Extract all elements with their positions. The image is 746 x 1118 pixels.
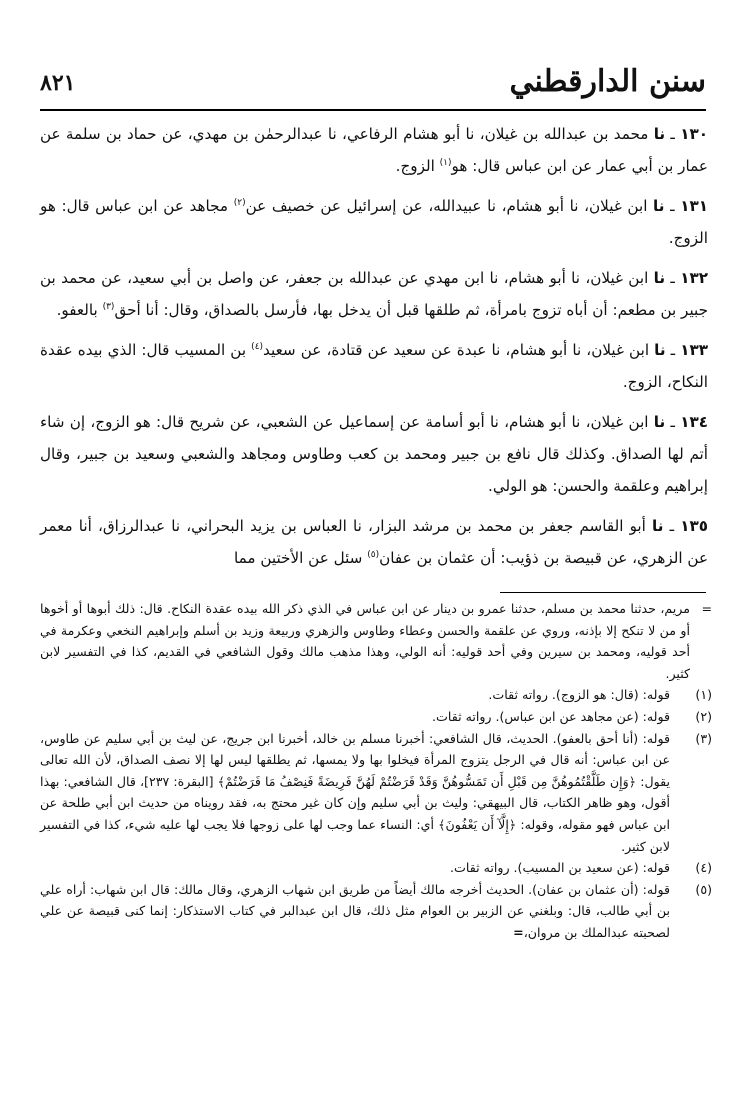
hadith-text: ابن غيلان، نا أبو هشام، نا عبدة عن سعيد عن قتادة، عن سعيد (263, 341, 655, 359)
footnote-continuation-text: مريم، حدثنا محمد بن مسلم، حدثنا عمرو بن دينار عن ابن عباس في الذي ذكر الله بيده عقدة النكاح. قال: ذلك أبوها أو أخوها أو من لا تنكح إلا بإذنه، وروي عن علقمة والحسن وعطاء وطاوس والزهري وربيعة وزيد بن أسلم وإبراهيم النخعي وعكرمة في أحد قوليه، ومحمد بن سيرين وفي أحد قوليه: أنه الولي، وهذا مذهب مالك وقول الشافعي في القديم، كذا في التفسير لابن كثير. (40, 601, 690, 681)
narration-marker: نا (652, 517, 664, 535)
footnote-ref: (٢) (233, 197, 246, 208)
footnote-text: قوله: (أنا أحق بالعفو). الحديث، قال الشافعي: أخبرنا مسلم بن خالد، أخبرنا ابن جريج، عن ليث بن أبي سليم عن طاوس، عن ابن عباس: أنه قال في الرجل يتزوج المرأة فيخلوا بها ولا يمسها، ثم يطلقها ليس لها إلا نصف الصداق، لأن الله تعالى يقول: ﴿وَإِن طَلَّقْتُمُوهُنَّ مِن قَبْلِ أَن تَمَسُّوهُنَّ وَقَدْ فَرَضْتُمْ لَهُنَّ فَرِيضَةً فَنِصْفُ مَا فَرَضْتُمْ﴾ [البقرة: ٢٣٧]، قال الشافعي: بهذا أقول، وهو ظاهر الكتاب، قال البيهقي: وليث بن أبي سليم وإن كان غير محتج به، فقد رويناه من حديث ابن أبي طلحة عن ابن عباس فهو مقوله، وقوله: ﴿إِلَّآ أَن يَعْفُونَ﴾ أي: النساء عما وجب لها على زوجها فلا يجب لها عليه شيء، كذا في التفسير لابن كثير. (40, 730, 670, 854)
hadith-paragraph: ١٣٠ ـ نا محمد بن عبدالله بن غيلان، نا أبو هشام الرفاعي، نا عبدالرحمٰن بن مهدي، عن حماد بن سلمة عن عمار بن أبي عمار عن ابن عباس قال: هو$^{(١)}$ الزوج. (40, 125, 708, 175)
hadith-text-end: الزوج. (395, 157, 440, 175)
hadith-number: ١٣٣ (680, 341, 708, 359)
footnote-mark: (٤) (695, 860, 712, 876)
footnote-ref: (١) (439, 157, 452, 168)
header-rule (40, 109, 706, 111)
footnote-mark: (١) (695, 687, 712, 703)
narration-marker: نا (653, 125, 666, 143)
footnotes (40, 598, 712, 944)
footnote-item (40, 857, 712, 879)
footnote-mark: (٢) (695, 708, 712, 724)
hadith-number: ١٣٥ (680, 517, 708, 535)
footnote-text: قوله: (قال: هو الزوج). رواته ثقات. (488, 687, 670, 703)
hadith-text-end: سئل عن الأختين مما (233, 549, 368, 567)
hadith-paragraph: ١٣٥ ـ نا أبو القاسم جعفر بن محمد بن مرشد البزار، نا العباس بن يزيد البحراني، نا عبدالرزاق، أنا معمر عن الزهري، عن قبيصة بن ذؤيب: أن عثمان بن عفان$^{(٥)}$ سئل عن الأختين مما (40, 517, 708, 567)
hadith-number: ١٣٢ (680, 269, 708, 287)
footnote-continuation (40, 598, 712, 684)
hadith-paragraph: ١٣٣ ـ نا ابن غيلان، نا أبو هشام، نا عبدة عن سعيد عن قتادة، عن سعيد$^{(٤)}$ بن المسيب قال: الذي بيده عقدة النكاح، الزوج. (40, 341, 708, 391)
footnote-item (40, 879, 712, 944)
footnote-item (40, 684, 712, 706)
footnote-text: قوله: (عن سعيد بن المسيب). رواته ثقات. (450, 860, 670, 876)
footnote-ref: (٣) (102, 301, 115, 312)
hadith-paragraph: ١٣١ ـ نا ابن غيلان، نا أبو هشام، نا عبيدالله، عن إسرائيل عن خصيف عن$^{(٢)}$ مجاهد عن ابن عباس قال: هو الزوج. (40, 197, 708, 247)
footnote-text: قوله: (أن عثمان بن عفان). الحديث أخرجه مالك أيضاً من طريق ابن شهاب الزهري، وقال مالك: قال ابن شهاب: أراه علي بن أبي طالب، قال: وبلغني عن الزبير بن العوام مثل ذلك، قال ابن عبدالبر في كتاب الاستذكار: إنما كنى قبيصة عن علي لصحبته عبدالملك بن مروان، (40, 881, 670, 940)
hadith-number: ١٣١ (680, 197, 708, 215)
hadith-number: ١٣٠ (680, 125, 708, 143)
page-number: ٨٢١ (40, 70, 76, 96)
hadith-text: ابن غيلان، نا أبو هشام، نا عبيدالله، عن إسرائيل عن خصيف عن (245, 197, 654, 215)
hadith-text-end: بالعفو. (56, 301, 103, 319)
narration-marker: نا (653, 413, 666, 431)
hadith-number: ١٣٤ (680, 413, 708, 431)
continuation-mark: = (701, 601, 712, 616)
hadith-paragraph: ١٣٤ ـ نا ابن غيلان، نا أبو هشام، نا أبو أسامة عن إسماعيل عن الشعبي، عن شريح قال: هو الزوج، إن شاء أتم لها الصداق. وكذلك قال نافع بن جبير ومحمد بن كعب وطاوس ومجاهد والشعبي وسعيد بن جبير، وقال إبراهيم وعلقمة والحسن: هو الولي. (40, 413, 708, 495)
footnote-ref: (٤) (251, 341, 264, 352)
footnote-text: قوله: (عن مجاهد عن ابن عباس). رواته ثقات. (432, 708, 670, 724)
hadith-text: ابن غيلان، نا أبو هشام، نا ابن مهدي عن عبدالله بن جعفر، عن واصل بن أبي سعيد، عن محمد بن جبير بن مطعم: أن أباه تزوج بامرأة، ثم طلقها قبل أن يدخل بها، فأرسل بالصداق، وقال: أنا أحق (40, 269, 708, 319)
footnote-item (40, 728, 712, 858)
narration-marker: نا (653, 197, 665, 215)
continuation-end-mark: = (513, 924, 524, 940)
footnote-item (40, 706, 712, 728)
footnote-mark: (٥) (695, 881, 712, 897)
hadith-paragraph: ١٣٢ ـ نا ابن غيلان، نا أبو هشام، نا ابن مهدي عن عبدالله بن جعفر، عن واصل بن أبي سعيد، عن محمد بن جبير بن مطعم: أن أباه تزوج بامرأة، ثم طلقها قبل أن يدخل بها، فأرسل بالصداق، وقال: أنا أحق$^{(٣)}$ بالعفو. (40, 269, 708, 319)
hadith-text: محمد بن عبدالله بن غيلان، نا أبو هشام الرفاعي، نا عبدالرحمٰن بن مهدي، عن حماد بن سلمة عن عمار بن أبي عمار عن ابن عباس قال: هو (40, 125, 708, 175)
page-header (40, 62, 706, 106)
hadith-text: ابن غيلان، نا أبو هشام، نا أبو أسامة عن إسماعيل عن الشعبي، عن شريح قال: هو الزوج، إن شاء أتم لها الصداق. وكذلك قال نافع بن جبير ومحمد بن كعب وطاوس ومجاهد والشعبي وسعيد بن جبير، وقال إبراهيم وعلقمة والحسن: هو الولي. (40, 413, 708, 495)
narration-marker: نا (653, 269, 666, 287)
footnote-separator (500, 592, 706, 593)
hadith-text-end: بن المسيب قال: الذي بيده عقدة النكاح، الزوج. (40, 341, 708, 391)
narration-marker: نا (654, 341, 666, 359)
hadith-text: أبو القاسم جعفر بن محمد بن مرشد البزار، نا العباس بن يزيد البحراني، نا عبدالرزاق، أنا معمر عن الزهري، عن قبيصة بن ذؤيب: أن عثمان بن عفان (40, 517, 708, 567)
hadith-text-end: مجاهد عن ابن عباس قال: هو الزوج. (40, 197, 708, 247)
book-title: سنن الدارقطني (509, 64, 706, 99)
main-text (40, 118, 708, 582)
footnote-ref: (٥) (367, 549, 380, 560)
footnote-mark: (٣) (695, 730, 712, 746)
